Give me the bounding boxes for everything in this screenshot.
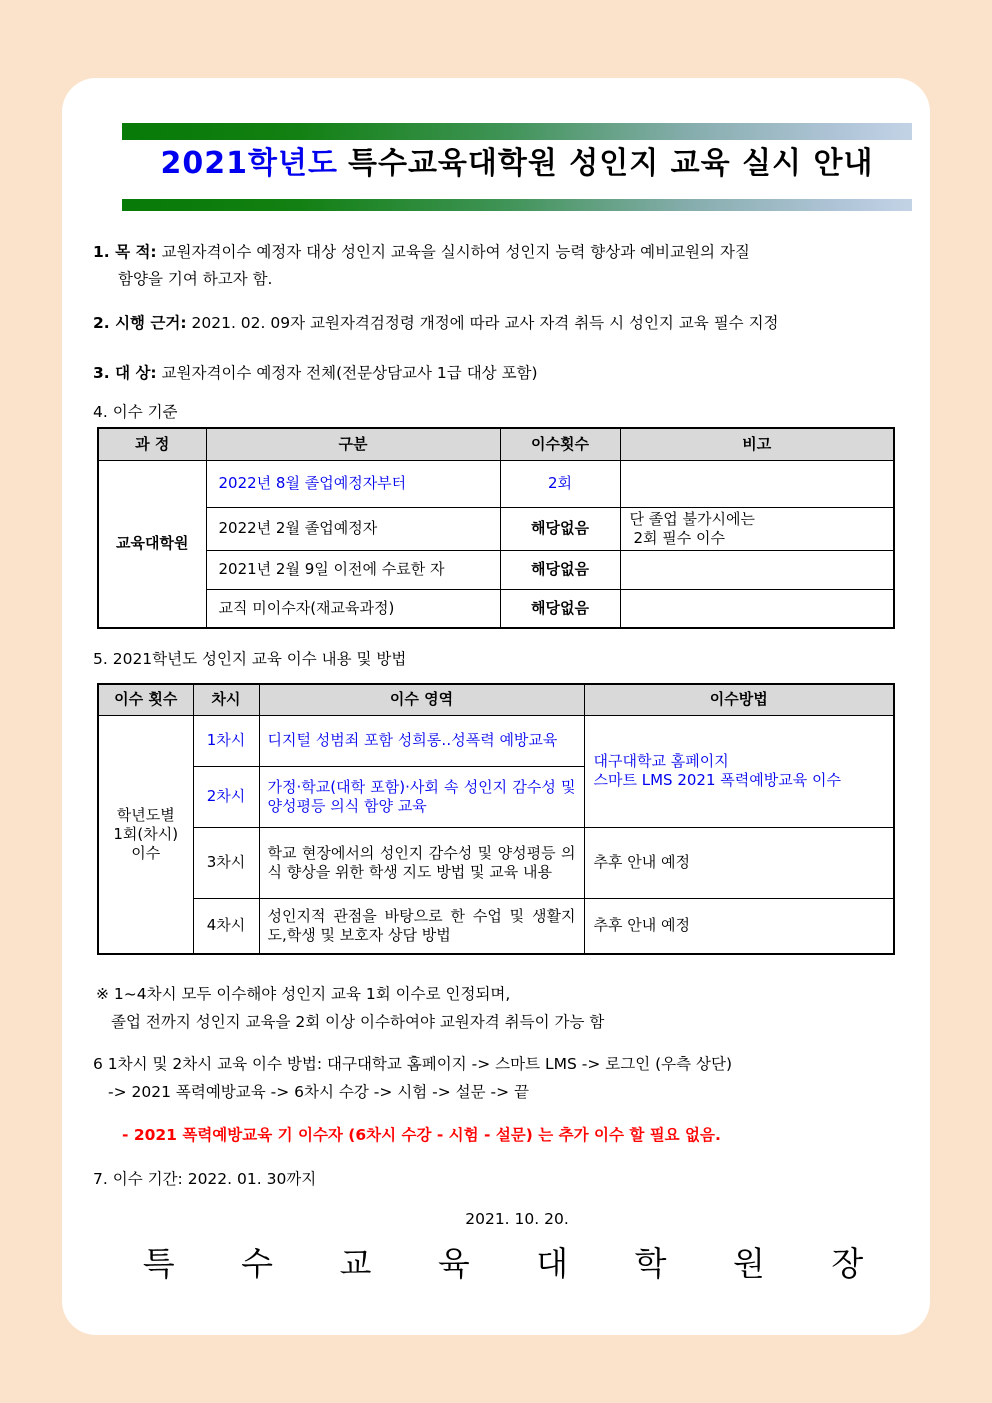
table1-cell-gubun: 2022년 8월 졸업예정자부터 xyxy=(206,460,500,507)
title-year: 2021학년도 xyxy=(160,146,338,181)
note-line2: 졸업 전까지 성인지 교육을 2회 이상 이수하여야 교원자격 취득이 가능 함 xyxy=(111,1013,605,1031)
table2-cell-session: 3차시 xyxy=(193,827,259,898)
table1-row-1 xyxy=(98,460,894,507)
table2-cell-area: 성인지적 관점을 바탕으로 한 수업 및 생활지도,학생 및 보호자 상담 방법 xyxy=(259,898,584,954)
table2-group-line1: 학년도별 xyxy=(116,805,175,824)
table1-row-4 xyxy=(98,589,894,628)
table2-method-merged-cell xyxy=(584,715,894,827)
table2-row-3 xyxy=(98,827,894,898)
table1-cell-gubun: 교직 미이수자(재교육과정) xyxy=(206,589,500,628)
section-2-text: 2021. 02. 09자 교원자격검정령 개정에 따라 교사 자격 취득 시 성인지 교육 필수 지정 xyxy=(191,314,779,332)
table2-cell-area: 디지털 성범죄 포함 성희롱‥성폭력 예방교육 xyxy=(259,715,584,766)
section-1-line1 xyxy=(93,239,899,266)
section-3-target xyxy=(93,360,899,387)
note-block xyxy=(93,980,899,1036)
section-1-text: 교원자격이수 예정자 대상 성인지 교육을 실시하여 성인지 능력 향상과 예비교원의 자질 xyxy=(161,243,750,261)
table1-header-count: 이수횟수 xyxy=(500,428,620,460)
section-1-line2: 함양을 기여 하고자 함. xyxy=(118,270,273,288)
completion-criteria-table xyxy=(97,427,895,629)
table2-row-4 xyxy=(98,898,894,954)
section-7-label: 7. 이수 기간: xyxy=(93,1170,183,1188)
table2-group-line3: 이수 xyxy=(131,843,161,862)
section-4-heading: 4. 이수 기준 xyxy=(93,403,178,421)
table1-cell-count: 해당없음 xyxy=(500,550,620,589)
title-gradient-bar-top xyxy=(122,123,912,140)
table2-header-method: 이수방법 xyxy=(584,684,894,715)
title-text: 특수교육대학원 성인지 교육 실시 안내 xyxy=(347,146,874,181)
table2-cell-session: 4차시 xyxy=(193,898,259,954)
table2-row-1 xyxy=(98,715,894,766)
table1-group-cell: 교육대학원 xyxy=(98,460,206,628)
section-1-purpose xyxy=(93,239,899,293)
table2-group-line2: 1회(차시) xyxy=(113,824,179,843)
table1-row-3 xyxy=(98,550,894,589)
note-line1: ※ 1~4차시 모두 이수해야 성인지 교육 1회 이수로 인정되며, xyxy=(96,985,511,1003)
table1-cell-count: 해당없음 xyxy=(500,589,620,628)
table1-cell-count: 해당없음 xyxy=(500,507,620,550)
table1-cell-gubun: 2022년 2월 졸업예정자 xyxy=(206,507,500,550)
table2-header-area: 이수 영역 xyxy=(259,684,584,715)
table2-cell-area: 학교 현장에서의 성인지 감수성 및 양성평등 의식 향상을 위한 학생 지도 방법 및 교육 내용 xyxy=(259,827,584,898)
table1-note-line2: 2회 필수 이수 xyxy=(633,528,726,547)
table1-cell-note xyxy=(620,507,894,550)
section-6-method xyxy=(93,1050,899,1106)
table2-header-row xyxy=(98,684,894,715)
table1-header-note: 비고 xyxy=(620,428,894,460)
table2-cell-session: 1차시 xyxy=(193,715,259,766)
section-6-line2: -> 2021 폭력예방교육 -> 6차시 수강 -> 시험 -> 설문 -> 끝 xyxy=(108,1083,530,1101)
table2-cell-area: 가정·학교(대학 포함)·사회 속 성인지 감수성 및 양성평등 의식 함양 교육 xyxy=(259,766,584,827)
table1-header-gubun: 구분 xyxy=(206,428,500,460)
table2-cell-session: 2차시 xyxy=(193,766,259,827)
table1-header-row xyxy=(98,428,894,460)
table2-group-cell xyxy=(98,715,193,954)
table2-method-line2: 스마트 LMS 2021 폭력예방교육 이수 xyxy=(593,771,841,789)
section-2-basis xyxy=(93,310,899,337)
document-date: 2021. 10. 20. xyxy=(465,1210,569,1228)
section-6-line1: 6 1차시 및 2차시 교육 이수 방법: 대구대학교 홈페이지 -> 스마트 LMS -> 로그인 (우측 상단) xyxy=(93,1055,733,1073)
education-content-table xyxy=(97,683,895,955)
table1-cell-note xyxy=(620,460,894,507)
table2-method-line1: 대구대학교 홈페이지 xyxy=(593,752,729,770)
section-5-heading: 5. 2021학년도 성인지 교육 이수 내용 및 방법 xyxy=(93,650,407,668)
table1-row-2 xyxy=(98,507,894,550)
table2-header-count: 이수 횟수 xyxy=(98,684,193,715)
section-3-label: 3. 대 상: xyxy=(93,364,157,382)
signature-line: 특 수 교 육 대 학 원 장 xyxy=(142,1244,892,1283)
table1-cell-note xyxy=(620,589,894,628)
document-sheet xyxy=(62,78,930,1335)
section-2-label: 2. 시행 근거: xyxy=(93,314,187,332)
table1-cell-note xyxy=(620,550,894,589)
table2-cell-method: 추후 안내 예정 xyxy=(584,898,894,954)
table1-header-course: 과 정 xyxy=(98,428,206,460)
section-7-text: 2022. 01. 30까지 xyxy=(187,1170,317,1188)
section-3-text: 교원자격이수 예정자 전체(전문상담교사 1급 대상 포함) xyxy=(161,364,538,382)
section-7-period xyxy=(93,1166,899,1193)
section-1-label: 1. 목 적: xyxy=(93,243,157,261)
title-gradient-bar-bottom xyxy=(122,199,912,211)
table1-cell-gubun: 2021년 2월 9일 이전에 수료한 자 xyxy=(206,550,500,589)
table1-note-line1: 단 졸업 불가시에는 xyxy=(629,509,755,528)
table2-header-session: 차시 xyxy=(193,684,259,715)
table1-cell-count: 2회 xyxy=(500,460,620,507)
section-6-red-note: - 2021 폭력예방교육 기 이수자 (6차시 수강 - 시험 - 설문) 는 추가 이수 할 필요 없음. xyxy=(122,1126,721,1144)
document-title xyxy=(122,142,912,186)
table2-cell-method: 추후 안내 예정 xyxy=(584,827,894,898)
